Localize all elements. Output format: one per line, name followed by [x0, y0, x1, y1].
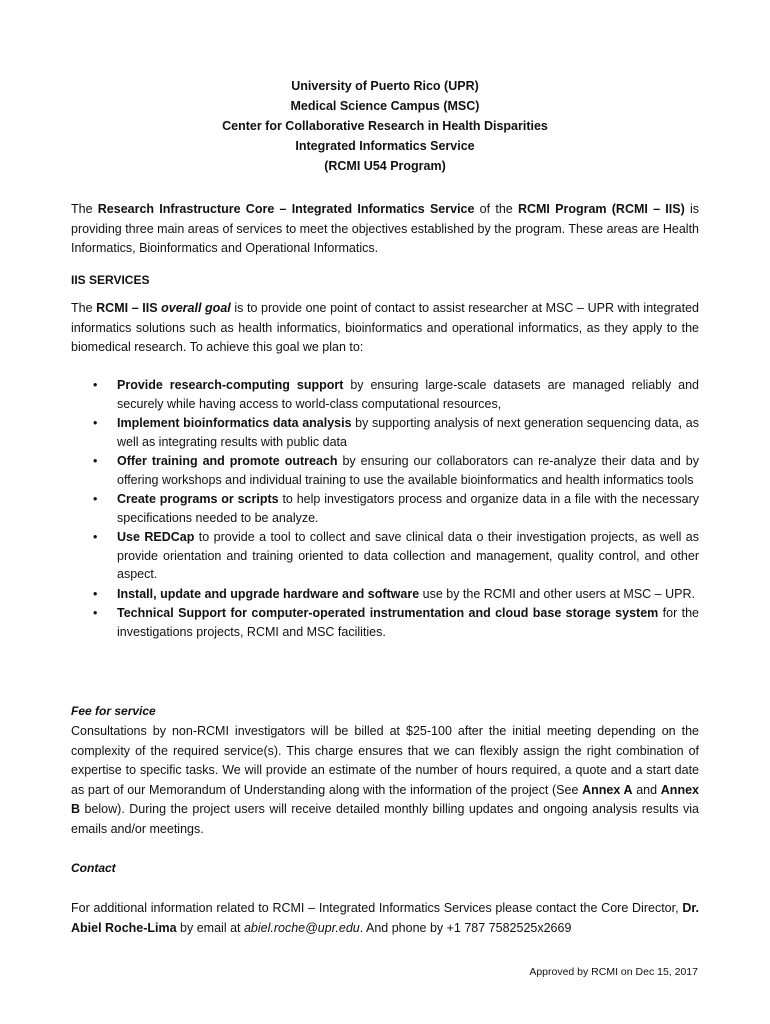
intro-bold-core: Research Infrastructure Core – Integrated Informatics Service: [97, 202, 475, 216]
service-bullet-title: Offer training and promote outreach: [117, 454, 338, 468]
intro-text: The: [71, 202, 98, 216]
fee-text: below). During the project users will receive detailed monthly billing updates and ongoing analysis results via emails and/or meetings.: [71, 802, 699, 836]
bullet-icon: •: [93, 530, 98, 544]
director-email: abiel.roche@upr.edu: [243, 920, 360, 935]
contact-heading: Contact: [71, 861, 116, 875]
service-bullet-title: Provide research-computing support: [117, 378, 344, 392]
service-bullet-text: to help investigators process and organize data in a file with the necessary specifications needed to be analyze.: [117, 492, 699, 525]
service-bullet: [71, 490, 699, 527]
bullet-icon: •: [93, 416, 98, 430]
header-campus: Medical Science Campus (MSC): [290, 99, 480, 113]
contact-text: by email at: [176, 920, 244, 935]
intro-bold-program: RCMI Program (RCMI – IIS): [517, 202, 685, 216]
service-bullet: [71, 528, 699, 584]
header-program: (RCMI U54 Program): [324, 159, 446, 173]
goal-bold-italic: overall goal: [161, 301, 231, 315]
bullet-icon: •: [93, 606, 98, 620]
service-bullet-title: Implement bioinformatics data analysis: [117, 416, 352, 430]
service-bullet-title: Use REDCap: [117, 530, 195, 544]
fee-text: and: [632, 782, 661, 797]
service-bullet-title: Create programs or scripts: [117, 492, 279, 506]
iis-services-heading: IIS SERVICES: [71, 273, 150, 287]
intro-paragraph: [71, 200, 699, 259]
approval-note: Approved by RCMI on Dec 15, 2017: [529, 966, 698, 978]
service-bullet: [71, 585, 699, 604]
bullet-icon: •: [93, 378, 98, 392]
goal-text: is to provide one point of contact to assist researcher at MSC – UPR with integrated informatics solutions such as health informatics, bioinformatics and operational informatics, as they apply to the biomedical research. To achieve this goal we plan to:: [71, 301, 700, 354]
service-bullet-text: use by the RCMI and other users at MSC – UPR.: [419, 586, 695, 601]
service-bullet: [71, 414, 699, 451]
service-bullet-text: by ensuring large-scale datasets are managed reliably and securely while having access to world-class computational resources,: [117, 378, 699, 411]
services-list: [71, 376, 699, 642]
intro-text: is providing three main areas of services to meet the objectives established by the program. These areas are Health Informatics, Bioinformatics and Operational Informatics.: [71, 202, 699, 255]
fee-heading: Fee for service: [71, 704, 156, 718]
bullet-icon: •: [93, 492, 98, 506]
service-bullet: [71, 604, 699, 641]
header-university: University of Puerto Rico (UPR): [291, 79, 479, 93]
bullet-icon: •: [93, 454, 98, 468]
goal-text: The: [71, 301, 97, 315]
annex-a-label: Annex A: [582, 782, 633, 797]
service-bullet-text: for the investigations projects, RCMI and MSC facilities.: [117, 606, 699, 639]
document-header: [0, 76, 770, 176]
fee-text: Consultations by non-RCMI investigators will be billed at $25-100 after the initial meeting depending on the complexity of the required service(s). This charge ensures that we can flexibly assign the right combination of expertise to specific tasks. We will provide an estimate of the number of hours required, a quote and a start date as part of our Memorandum of Understanding along with the information of the project (See: [71, 724, 699, 797]
service-bullet-title: Technical Support for computer-operated instrumentation and cloud base storage system: [117, 606, 659, 620]
contact-text: For additional information related to RCMI – Integrated Informatics Services please contact the Core Director,: [71, 901, 683, 915]
header-center: Center for Collaborative Research in Health Disparities: [222, 119, 548, 133]
header-service: Integrated Informatics Service: [295, 139, 475, 153]
goal-paragraph: [71, 299, 699, 358]
director-phone: . And phone by +1 787 7582525x2669: [359, 920, 572, 935]
service-bullet-text: to provide a tool to collect and save clinical data o their investigation projects, as well as provide orientation and training oriented to data collection and management, quality control, and other aspect.: [117, 530, 699, 581]
service-bullet: [71, 452, 699, 489]
bullet-icon: •: [93, 586, 98, 601]
intro-text: of the: [474, 202, 518, 216]
annex-b-label: Annex B: [71, 782, 699, 816]
service-bullet-text: by ensuring our collaborators can re-analyze their data and by offering workshops and individual training to use the available bioinformatics and health informatics tools: [117, 454, 699, 487]
service-bullet-text: by supporting analysis of next generation sequencing data, as well as integrating results with public data: [117, 416, 699, 449]
director-name: Dr. Abiel Roche-Lima: [71, 901, 699, 935]
service-bullet: [71, 376, 699, 413]
goal-bold: RCMI – IIS: [96, 301, 162, 315]
service-bullet-title: Install, update and upgrade hardware and software: [117, 586, 420, 601]
fee-paragraph: [71, 722, 699, 839]
contact-paragraph: [71, 899, 699, 938]
